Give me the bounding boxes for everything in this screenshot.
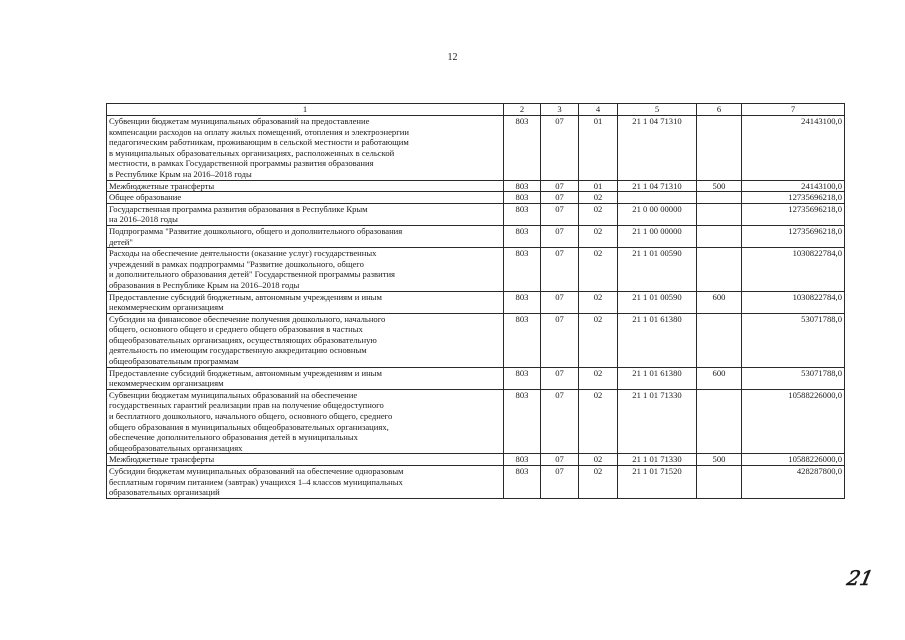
expense-type-code: [697, 313, 742, 367]
description-line: в муниципальных образовательных организациях, расположенных в сельской: [109, 147, 395, 158]
description-line: учреждений в рамках подпрограммы "Развитие дошкольного, общего: [109, 258, 364, 269]
section-code: 07: [541, 367, 579, 389]
subsection-code: 01: [579, 116, 618, 181]
amount: 428287800,0: [742, 466, 845, 499]
header-col-5: 5: [618, 104, 697, 116]
table-row: [107, 389, 845, 454]
target-article-code: 21 1 01 00590: [618, 291, 697, 313]
description-line: обеспечение дополнительного образования детей в муниципальных: [109, 432, 358, 443]
description-line: Межбюджетные трансферты: [109, 454, 215, 465]
row-description: [107, 248, 504, 291]
description-line: некоммерческим организациям: [109, 378, 224, 389]
description-line: общеобразовательных организациях, осуществляющих образовательную: [109, 334, 377, 345]
target-article-code: 21 1 00 00000: [618, 225, 697, 247]
row-description: [107, 225, 504, 247]
subsection-code: 02: [579, 225, 618, 247]
section-code: 07: [541, 313, 579, 367]
ministry-code: 803: [504, 389, 541, 454]
description-line: местности, в рамках Государственной программы развития образования: [109, 158, 374, 169]
description-line: и бесплатного дошкольного, начального общего, основного общего, среднего: [109, 411, 393, 422]
target-article-code: 21 1 01 71330: [618, 389, 697, 454]
header-col-1: 1: [107, 104, 504, 116]
description-line: Государственная программа развития образования в Республике Крым: [109, 203, 368, 214]
description-line: Субсидии бюджетам муниципальных образований на обеспечение одноразовым: [109, 466, 404, 476]
amount: 24143100,0: [742, 116, 845, 181]
amount: 24143100,0: [742, 180, 845, 192]
description-line: Расходы на обеспечение деятельности (оказание услуг) государственных: [109, 248, 377, 259]
subsection-code: 02: [579, 389, 618, 454]
row-description: [107, 180, 504, 192]
expense-type-code: [697, 116, 742, 181]
row-description: [107, 313, 504, 367]
description-line: Межбюджетные трансферты: [109, 180, 215, 191]
amount: 10588226000,0: [742, 454, 845, 466]
table-body: [107, 116, 845, 499]
ministry-code: 803: [504, 367, 541, 389]
handwritten-page-mark: [844, 566, 888, 590]
table-row: [107, 203, 845, 225]
row-description: [107, 367, 504, 389]
amount: 10588226000,0: [742, 389, 845, 454]
subsection-code: 02: [579, 313, 618, 367]
table-row: [107, 180, 845, 192]
target-article-code: 21 1 01 00590: [618, 248, 697, 291]
expense-type-code: [697, 389, 742, 454]
header-row: [107, 104, 845, 116]
subsection-code: 02: [579, 466, 618, 499]
description-line: общеобразовательным программам: [109, 356, 239, 367]
description-line: педагогическим работникам, проживающим в сельской местности и работающим: [109, 137, 409, 148]
row-description: [107, 466, 504, 499]
expense-type-code: 500: [697, 454, 742, 466]
description-line: общего образования в муниципальных общеобразовательных организациях,: [109, 421, 389, 432]
target-article-code: 21 1 01 71520: [618, 466, 697, 499]
budget-table: [106, 103, 845, 499]
subsection-code: 02: [579, 203, 618, 225]
table-row: [107, 466, 845, 499]
target-article-code: 21 1 01 71330: [618, 454, 697, 466]
description-line: Субсидии на финансовое обеспечение получения дошкольного, начального: [109, 313, 386, 324]
ministry-code: 803: [504, 180, 541, 192]
table-row: [107, 116, 845, 181]
ministry-code: 803: [504, 454, 541, 466]
expense-type-code: [697, 466, 742, 499]
section-code: 07: [541, 116, 579, 181]
table-header: [107, 104, 845, 116]
expense-type-code: [697, 248, 742, 291]
description-line: Субвенции бюджетам муниципальных образований на предоставление: [109, 116, 370, 126]
expense-type-code: 600: [697, 367, 742, 389]
header-col-2: 2: [504, 104, 541, 116]
header-col-6: 6: [697, 104, 742, 116]
row-description: [107, 203, 504, 225]
description-line: общеобразовательных организациях: [109, 442, 243, 453]
section-code: 07: [541, 192, 579, 204]
expense-type-code: [697, 192, 742, 204]
table-row: [107, 454, 845, 466]
subsection-code: 02: [579, 248, 618, 291]
row-description: [107, 291, 504, 313]
description-line: образовательных организаций: [109, 487, 220, 498]
subsection-code: 02: [579, 367, 618, 389]
table-row: [107, 225, 845, 247]
row-description: [107, 116, 504, 181]
subsection-code: 01: [579, 180, 618, 192]
description-line: и дополнительного образования детей" Государственной программы развития: [109, 269, 396, 280]
section-code: 07: [541, 454, 579, 466]
subsection-code: 02: [579, 454, 618, 466]
expense-type-code: 500: [697, 180, 742, 192]
description-line: Субвенции бюджетам муниципальных образований на обеспечение: [109, 389, 358, 400]
description-line: на 2016–2018 годы: [109, 214, 178, 225]
amount: 1030822784,0: [742, 291, 845, 313]
table-row: [107, 291, 845, 313]
description-line: Общее образование: [109, 192, 182, 203]
amount: 1030822784,0: [742, 248, 845, 291]
header-col-4: 4: [579, 104, 618, 116]
description-line: общего, основного общего и среднего общего образования в частных: [109, 324, 363, 335]
description-line: Предоставление субсидий бюджетным, автономным учреждениям и иным: [109, 291, 382, 302]
subsection-code: 02: [579, 291, 618, 313]
section-code: 07: [541, 291, 579, 313]
ministry-code: 803: [504, 225, 541, 247]
target-article-code: 21 1 01 61380: [618, 313, 697, 367]
ministry-code: 803: [504, 192, 541, 204]
description-line: Подпрограмма "Развитие дошкольного, общего и дополнительного образования: [109, 225, 403, 236]
subsection-code: 02: [579, 192, 618, 204]
amount: 12735696218,0: [742, 225, 845, 247]
table-row: [107, 313, 845, 367]
description-line: некоммерческим организациям: [109, 302, 224, 313]
description-line: в Республике Крым на 2016–2018 годы: [109, 168, 252, 179]
table-row: [107, 367, 845, 389]
ministry-code: 803: [504, 116, 541, 181]
amount: 12735696218,0: [742, 192, 845, 204]
description-line: деятельность по имеющим государственную аккредитацию основным: [109, 345, 367, 356]
target-article-code: [618, 192, 697, 204]
section-code: 07: [541, 203, 579, 225]
ministry-code: 803: [504, 248, 541, 291]
target-article-code: 21 1 04 71310: [618, 116, 697, 181]
handwritten-mark-text: 21: [844, 566, 876, 590]
row-description: [107, 192, 504, 204]
amount: 53071788,0: [742, 367, 845, 389]
expense-type-code: [697, 225, 742, 247]
ministry-code: 803: [504, 466, 541, 499]
description-line: детей": [109, 236, 133, 247]
table-row: [107, 248, 845, 291]
section-code: 07: [541, 248, 579, 291]
target-article-code: 21 1 04 71310: [618, 180, 697, 192]
target-article-code: 21 0 00 00000: [618, 203, 697, 225]
ministry-code: 803: [504, 203, 541, 225]
amount: 53071788,0: [742, 313, 845, 367]
header-col-7: 7: [742, 104, 845, 116]
amount: 12735696218,0: [742, 203, 845, 225]
description-line: Предоставление субсидий бюджетным, автономным учреждениям и иным: [109, 367, 382, 378]
target-article-code: 21 1 01 61380: [618, 367, 697, 389]
description-line: образования в Республике Крым на 2016–2018 годы: [109, 279, 300, 290]
description-line: компенсации расходов на оплату жилых помещений, отопления и электроэнергии: [109, 126, 409, 137]
header-col-3: 3: [541, 104, 579, 116]
section-code: 07: [541, 466, 579, 499]
ministry-code: 803: [504, 313, 541, 367]
row-description: [107, 389, 504, 454]
page-number: 12: [447, 52, 458, 63]
section-code: 07: [541, 180, 579, 192]
description-line: бесплатным горячим питанием (завтрак) учащихся 1–4 классов муниципальных: [109, 476, 403, 487]
description-line: государственных гарантий реализации прав на получение общедоступного: [109, 400, 384, 411]
table-row: [107, 192, 845, 204]
row-description: [107, 454, 504, 466]
section-code: 07: [541, 389, 579, 454]
section-code: 07: [541, 225, 579, 247]
expense-type-code: [697, 203, 742, 225]
ministry-code: 803: [504, 291, 541, 313]
expense-type-code: 600: [697, 291, 742, 313]
